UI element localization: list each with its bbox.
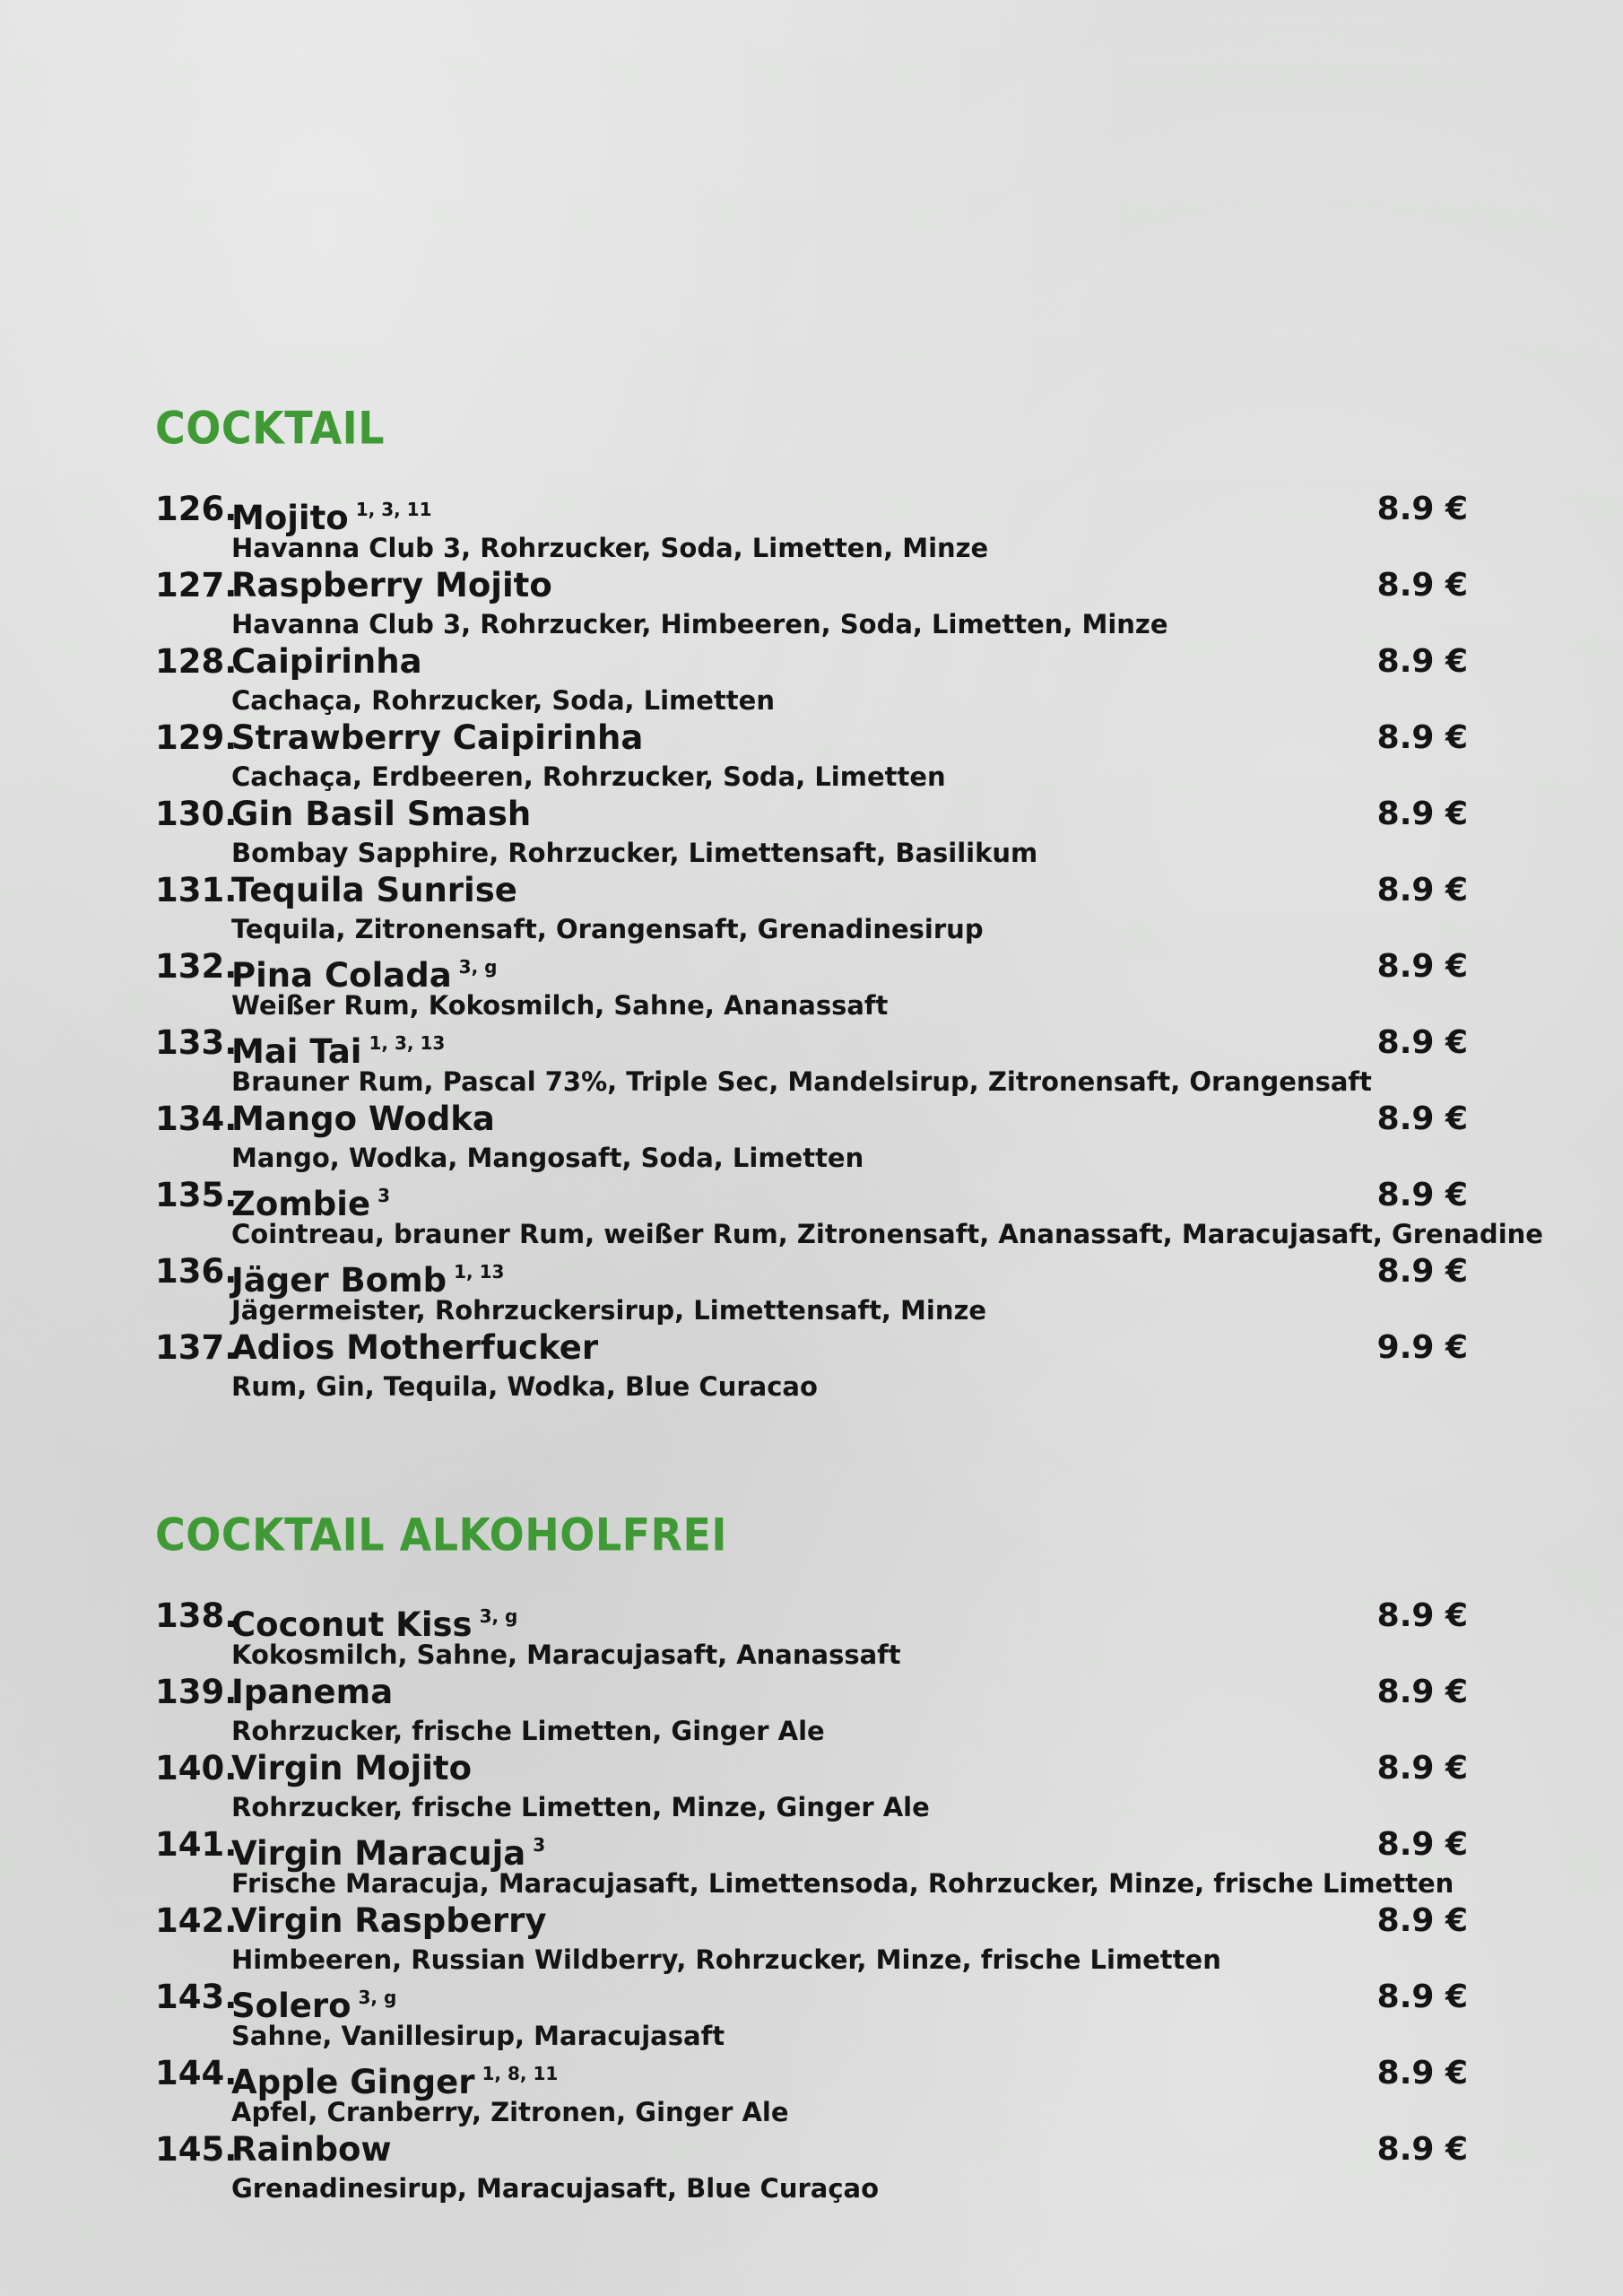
item-name-text: Coconut Kiss (231, 1605, 473, 1644)
menu-item (0, 1673, 1623, 1749)
menu-item (0, 795, 1623, 871)
item-description: Kokosmilch, Sahne, Maracujasaft, Ananassaft (231, 1639, 901, 1670)
item-name (231, 1328, 598, 1368)
item-name-text: Tequila Sunrise (231, 871, 517, 909)
item-number: 126. (155, 490, 238, 528)
item-price: 8.9 € (1376, 1750, 1468, 1787)
menu-item (0, 1023, 1623, 1100)
item-price: 8.9 € (1376, 796, 1468, 832)
item-name (231, 1596, 517, 1645)
item-number: 129. (155, 718, 238, 757)
item-name-text: Jäger Bomb (231, 1261, 447, 1300)
menu-item (0, 490, 1623, 566)
item-description: Grenadinesirup, Maracujasaft, Blue Curaçao (231, 2173, 880, 2204)
allergen-codes: 1, 13 (454, 1261, 505, 1283)
item-price: 8.9 € (1376, 719, 1468, 756)
item-number: 133. (155, 1023, 238, 1062)
allergen-codes: 1, 3, 13 (369, 1032, 446, 1054)
item-price: 8.9 € (1376, 872, 1468, 909)
menu-item (0, 947, 1623, 1023)
item-price: 8.9 € (1376, 491, 1468, 527)
item-description: Weißer Rum, Kokosmilch, Sahne, Ananassaft (231, 990, 889, 1021)
item-number: 142. (155, 1901, 238, 1940)
menu-item (0, 718, 1623, 795)
menu-item (0, 2054, 1623, 2130)
item-price: 8.9 € (1376, 1253, 1468, 1290)
item-description: Cointreau, brauner Rum, weißer Rum, Zitronensaft, Ananassaft, Maracujasaft, Grenadine (231, 1219, 1543, 1249)
item-price: 8.9 € (1376, 1902, 1468, 1939)
menu-list (0, 1596, 1623, 2206)
item-name-text: Mango Wodka (231, 1100, 495, 1138)
allergen-codes: 3, g (358, 1987, 397, 2008)
item-name-text: Zombie (231, 1185, 371, 1223)
item-description: Frische Maracuja, Maracujasaft, Limettensoda, Rohrzucker, Minze, frische Limetten (231, 1868, 1454, 1899)
item-description: Havanna Club 3, Rohrzucker, Soda, Limetten, Minze (231, 533, 989, 563)
item-number: 135. (155, 1176, 238, 1214)
item-name (231, 1749, 472, 1788)
item-description: Himbeeren, Russian Wildberry, Rohrzucker, Minze, frische Limetten (231, 1944, 1221, 1975)
item-name-text: Gin Basil Smash (231, 795, 532, 833)
item-name (231, 1176, 390, 1224)
item-name (231, 871, 517, 910)
item-number: 141. (155, 1825, 238, 1864)
item-name-text: Mai Tai (231, 1032, 362, 1071)
item-name-text: Mojito (231, 499, 349, 537)
item-name (231, 1978, 396, 2026)
item-price: 8.9 € (1376, 948, 1468, 985)
menu-item (0, 1252, 1623, 1328)
item-name-text: Raspberry Mojito (231, 566, 552, 604)
menu-item (0, 566, 1623, 642)
item-name (231, 642, 422, 682)
menu-item (0, 2130, 1623, 2206)
item-number: 137. (155, 1328, 238, 1367)
menu-item (0, 1176, 1623, 1252)
menu-item (0, 1596, 1623, 1673)
item-price: 8.9 € (1376, 1826, 1468, 1863)
item-description: Mango, Wodka, Mangosaft, Soda, Limetten (231, 1143, 864, 1173)
item-number: 134. (155, 1100, 238, 1138)
item-number: 139. (155, 1673, 238, 1711)
item-number: 127. (155, 566, 238, 604)
item-number: 145. (155, 2130, 238, 2169)
allergen-codes: 3 (378, 1185, 390, 1206)
item-description: Tequila, Zitronensaft, Orangensaft, Grenadinesirup (231, 914, 984, 944)
menu-item (0, 1749, 1623, 1825)
allergen-codes: 3, g (479, 1605, 518, 1627)
item-number: 138. (155, 1596, 238, 1635)
section-title: COCKTAIL ALKOHOLFREI (155, 1509, 728, 1561)
menu-item (0, 1100, 1623, 1176)
section-title: COCKTAIL (155, 402, 386, 455)
allergen-codes: 3 (533, 1834, 546, 1856)
item-name-text: Solero (231, 1987, 352, 2025)
item-name-text: Caipirinha (231, 642, 422, 681)
item-number: 144. (155, 2054, 238, 2092)
item-price: 8.9 € (1376, 1597, 1468, 1634)
item-number: 136. (155, 1252, 238, 1291)
item-description: Cachaça, Erdbeeren, Rohrzucker, Soda, Limetten (231, 761, 946, 792)
item-price: 9.9 € (1376, 1329, 1468, 1366)
item-number: 128. (155, 642, 238, 681)
item-description: Havanna Club 3, Rohrzucker, Himbeeren, Soda, Limetten, Minze (231, 609, 1168, 639)
allergen-codes: 3, g (458, 956, 498, 978)
item-name-text: Virgin Raspberry (231, 1901, 547, 1940)
item-name (231, 566, 552, 605)
item-price: 8.9 € (1376, 2131, 1468, 2168)
item-name (231, 795, 531, 834)
item-name-text: Rainbow (231, 2130, 392, 2169)
item-name (231, 718, 643, 758)
item-description: Rohrzucker, frische Limetten, Ginger Ale (231, 1716, 825, 1746)
item-name-text: Adios Motherfucker (231, 1328, 599, 1367)
item-name-text: Pina Colada (231, 956, 452, 995)
item-description: Bombay Sapphire, Rohrzucker, Limettensaft, Basilikum (231, 838, 1038, 868)
item-name-text: Virgin Maracuja (231, 1834, 526, 1873)
item-price: 8.9 € (1376, 1024, 1468, 1061)
item-number: 131. (155, 871, 238, 909)
item-number: 132. (155, 947, 238, 986)
item-name-text: Virgin Mojito (231, 1749, 473, 1787)
item-price: 8.9 € (1376, 1177, 1468, 1213)
item-price: 8.9 € (1376, 1100, 1468, 1137)
item-name (231, 1673, 393, 1712)
item-name (231, 1100, 495, 1139)
item-price: 8.9 € (1376, 567, 1468, 604)
item-name (231, 1252, 504, 1300)
item-price: 8.9 € (1376, 1674, 1468, 1710)
menu-item (0, 1328, 1623, 1405)
item-name (231, 1901, 546, 1941)
menu-list (0, 490, 1623, 1405)
item-description: Rohrzucker, frische Limetten, Minze, Ginger Ale (231, 1792, 930, 1822)
menu-item (0, 1978, 1623, 2054)
menu-item (0, 871, 1623, 947)
item-description: Jägermeister, Rohrzuckersirup, Limettensaft, Minze (231, 1295, 987, 1326)
item-price: 8.9 € (1376, 643, 1468, 680)
item-name-text: Ipanema (231, 1673, 394, 1711)
item-name (231, 2130, 392, 2170)
item-name (231, 490, 432, 538)
allergen-codes: 1, 3, 11 (355, 499, 432, 520)
item-name-text: Apple Ginger (231, 2063, 475, 2101)
item-description: Apfel, Cranberry, Zitronen, Ginger Ale (231, 2097, 789, 2127)
item-description: Cachaça, Rohrzucker, Soda, Limetten (231, 685, 775, 716)
item-description: Rum, Gin, Tequila, Wodka, Blue Curacao (231, 1371, 818, 1402)
item-description: Brauner Rum, Pascal 73%, Triple Sec, Mandelsirup, Zitronensaft, Orangensaft (231, 1066, 1372, 1097)
item-number: 140. (155, 1749, 238, 1787)
item-name (231, 1023, 445, 1072)
menu-item (0, 1825, 1623, 1901)
item-name (231, 947, 497, 996)
item-name (231, 1825, 545, 1874)
item-price: 8.9 € (1376, 1979, 1468, 2015)
item-name (231, 2054, 558, 2102)
menu-item (0, 642, 1623, 718)
allergen-codes: 1, 8, 11 (482, 2063, 559, 2084)
item-price: 8.9 € (1376, 2055, 1468, 2092)
menu-item (0, 1901, 1623, 1978)
item-description: Sahne, Vanillesirup, Maracujasaft (231, 2021, 725, 2051)
item-number: 130. (155, 795, 238, 833)
item-number: 143. (155, 1978, 238, 2016)
item-name-text: Strawberry Caipirinha (231, 718, 644, 757)
